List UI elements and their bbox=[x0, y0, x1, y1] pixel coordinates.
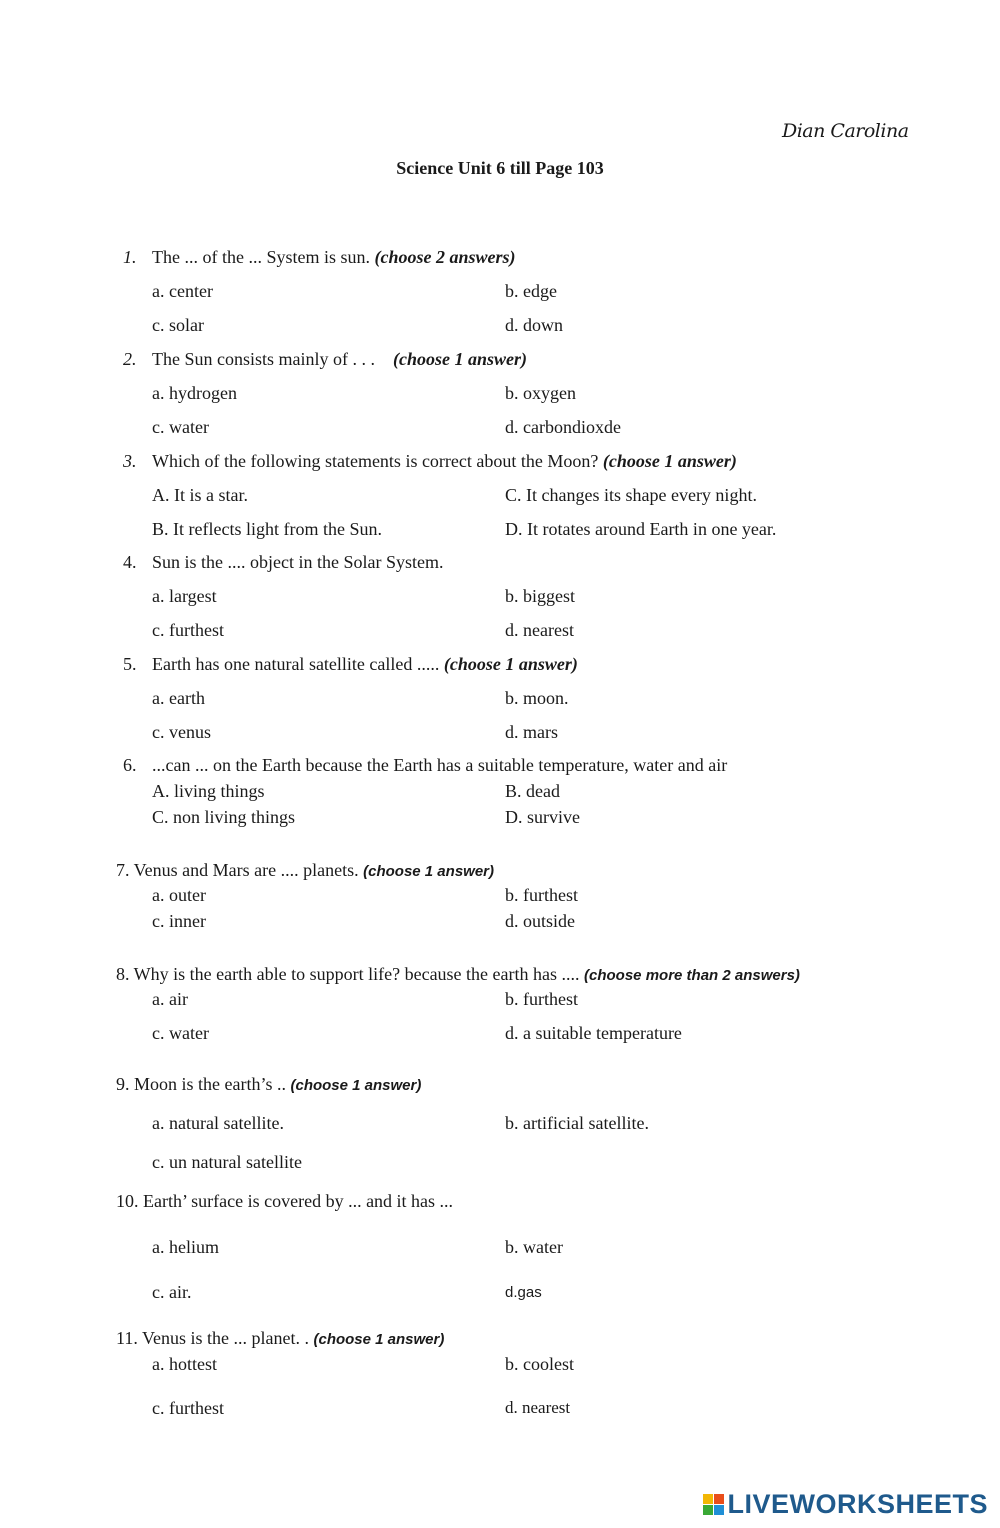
option-a[interactable]: a. natural satellite. bbox=[152, 1113, 284, 1133]
option-b[interactable]: b. moon. bbox=[505, 688, 569, 708]
option-c[interactable]: c. water bbox=[152, 1023, 209, 1043]
question-10 bbox=[116, 1191, 453, 1212]
option-b[interactable]: b. water bbox=[505, 1237, 563, 1257]
question-hint: (choose 1 answer) bbox=[363, 863, 495, 880]
option-d[interactable]: D. It rotates around Earth in one year. bbox=[505, 519, 777, 539]
question-hint: (choose 1 answer) bbox=[313, 1331, 445, 1348]
option-a[interactable]: a. outer bbox=[152, 885, 206, 905]
option-d[interactable]: d. nearest bbox=[505, 620, 574, 640]
question-5 bbox=[123, 654, 578, 675]
question-text: The Sun consists mainly of . . . bbox=[152, 349, 375, 369]
question-text: 7. Venus and Mars are .... planets. bbox=[116, 860, 359, 880]
option-b[interactable]: B. It reflects light from the Sun. bbox=[152, 519, 382, 539]
option-a[interactable]: a. helium bbox=[152, 1237, 219, 1257]
question-text: 9. Moon is the earth’s .. bbox=[116, 1074, 286, 1094]
question-7 bbox=[116, 860, 494, 881]
question-9 bbox=[116, 1074, 421, 1095]
question-4 bbox=[123, 552, 443, 573]
question-number: 4. bbox=[123, 552, 137, 572]
option-d[interactable]: D. survive bbox=[505, 807, 580, 827]
question-hint: (choose 1 answer) bbox=[290, 1077, 422, 1094]
question-text: Sun is the .... object in the Solar System. bbox=[152, 552, 444, 572]
question-hint: (choose 1 answer) bbox=[443, 654, 578, 674]
option-a[interactable]: a. center bbox=[152, 281, 213, 301]
question-text: ...can ... on the Earth because the Earth has a suitable temperature, water and air bbox=[152, 755, 728, 775]
option-d[interactable]: d. mars bbox=[505, 722, 558, 742]
option-b[interactable]: b. furthest bbox=[505, 989, 578, 1009]
liveworksheets-logo-text: LIVEWORKSHEETS bbox=[727, 1489, 988, 1519]
question-number: 5. bbox=[123, 654, 137, 674]
option-a[interactable]: A. It is a star. bbox=[152, 485, 248, 505]
option-c[interactable]: c. furthest bbox=[152, 1398, 224, 1418]
option-c[interactable]: c. inner bbox=[152, 911, 206, 931]
option-d[interactable]: d. down bbox=[505, 315, 563, 335]
question-3 bbox=[123, 451, 737, 472]
question-1 bbox=[123, 247, 516, 268]
question-6 bbox=[123, 755, 727, 776]
question-text: 10. Earth’ surface is covered by ... and it has ... bbox=[116, 1191, 454, 1211]
question-text: Which of the following statements is correct about the Moon? bbox=[152, 451, 599, 471]
page-title: Science Unit 6 till Page 103 bbox=[396, 158, 604, 178]
option-b[interactable]: b. coolest bbox=[505, 1354, 574, 1374]
option-a[interactable]: a. hottest bbox=[152, 1354, 217, 1374]
question-number: 6. bbox=[123, 755, 137, 775]
option-c[interactable]: c. furthest bbox=[152, 620, 224, 640]
option-b[interactable]: b. edge bbox=[505, 281, 557, 301]
liveworksheets-logo bbox=[703, 1489, 988, 1520]
option-c[interactable]: c. air. bbox=[152, 1282, 192, 1302]
option-a[interactable]: a. earth bbox=[152, 688, 205, 708]
option-c[interactable]: c. venus bbox=[152, 722, 211, 742]
option-c[interactable]: c. solar bbox=[152, 315, 204, 335]
liveworksheets-logo-icon bbox=[703, 1494, 725, 1516]
question-number: 3. bbox=[123, 451, 137, 471]
option-b[interactable]: b. artificial satellite. bbox=[505, 1113, 649, 1133]
question-number: 1. bbox=[123, 247, 137, 267]
option-b[interactable]: b. furthest bbox=[505, 885, 578, 905]
option-c[interactable]: c. un natural satellite bbox=[152, 1152, 302, 1172]
option-b[interactable]: B. dead bbox=[505, 781, 560, 801]
author-signature: Dian Carolina bbox=[782, 120, 909, 142]
question-number: 2. bbox=[123, 349, 137, 369]
option-b[interactable]: b. oxygen bbox=[505, 383, 576, 403]
question-2 bbox=[123, 349, 527, 370]
question-8 bbox=[116, 964, 800, 985]
question-hint: (choose 1 answer) bbox=[393, 349, 527, 369]
question-hint: (choose 1 answer) bbox=[602, 451, 737, 471]
option-d[interactable]: d.gas bbox=[505, 1284, 542, 1301]
option-a[interactable]: A. living things bbox=[152, 781, 265, 801]
option-d[interactable]: d. outside bbox=[505, 911, 575, 931]
option-c[interactable]: c. water bbox=[152, 417, 209, 437]
question-text: The ... of the ... System is sun. bbox=[152, 247, 370, 267]
question-text: Earth has one natural satellite called ..... bbox=[152, 654, 440, 674]
option-c[interactable]: C. It changes its shape every night. bbox=[505, 485, 757, 505]
option-a[interactable]: a. hydrogen bbox=[152, 383, 237, 403]
option-d[interactable]: d. a suitable temperature bbox=[505, 1023, 682, 1043]
option-b[interactable]: b. biggest bbox=[505, 586, 575, 606]
question-11 bbox=[116, 1328, 444, 1349]
question-text: 11. Venus is the ... planet. . bbox=[116, 1328, 309, 1348]
option-d[interactable]: d. carbondioxde bbox=[505, 417, 621, 437]
question-hint: (choose 2 answers) bbox=[374, 247, 516, 267]
option-c[interactable]: C. non living things bbox=[152, 807, 296, 827]
option-a[interactable]: a. air bbox=[152, 989, 188, 1009]
question-hint: (choose more than 2 answers) bbox=[584, 967, 800, 984]
question-text: 8. Why is the earth able to support life? because the earth has .... bbox=[116, 964, 580, 984]
option-a[interactable]: a. largest bbox=[152, 586, 217, 606]
option-d[interactable]: d. nearest bbox=[505, 1398, 571, 1417]
